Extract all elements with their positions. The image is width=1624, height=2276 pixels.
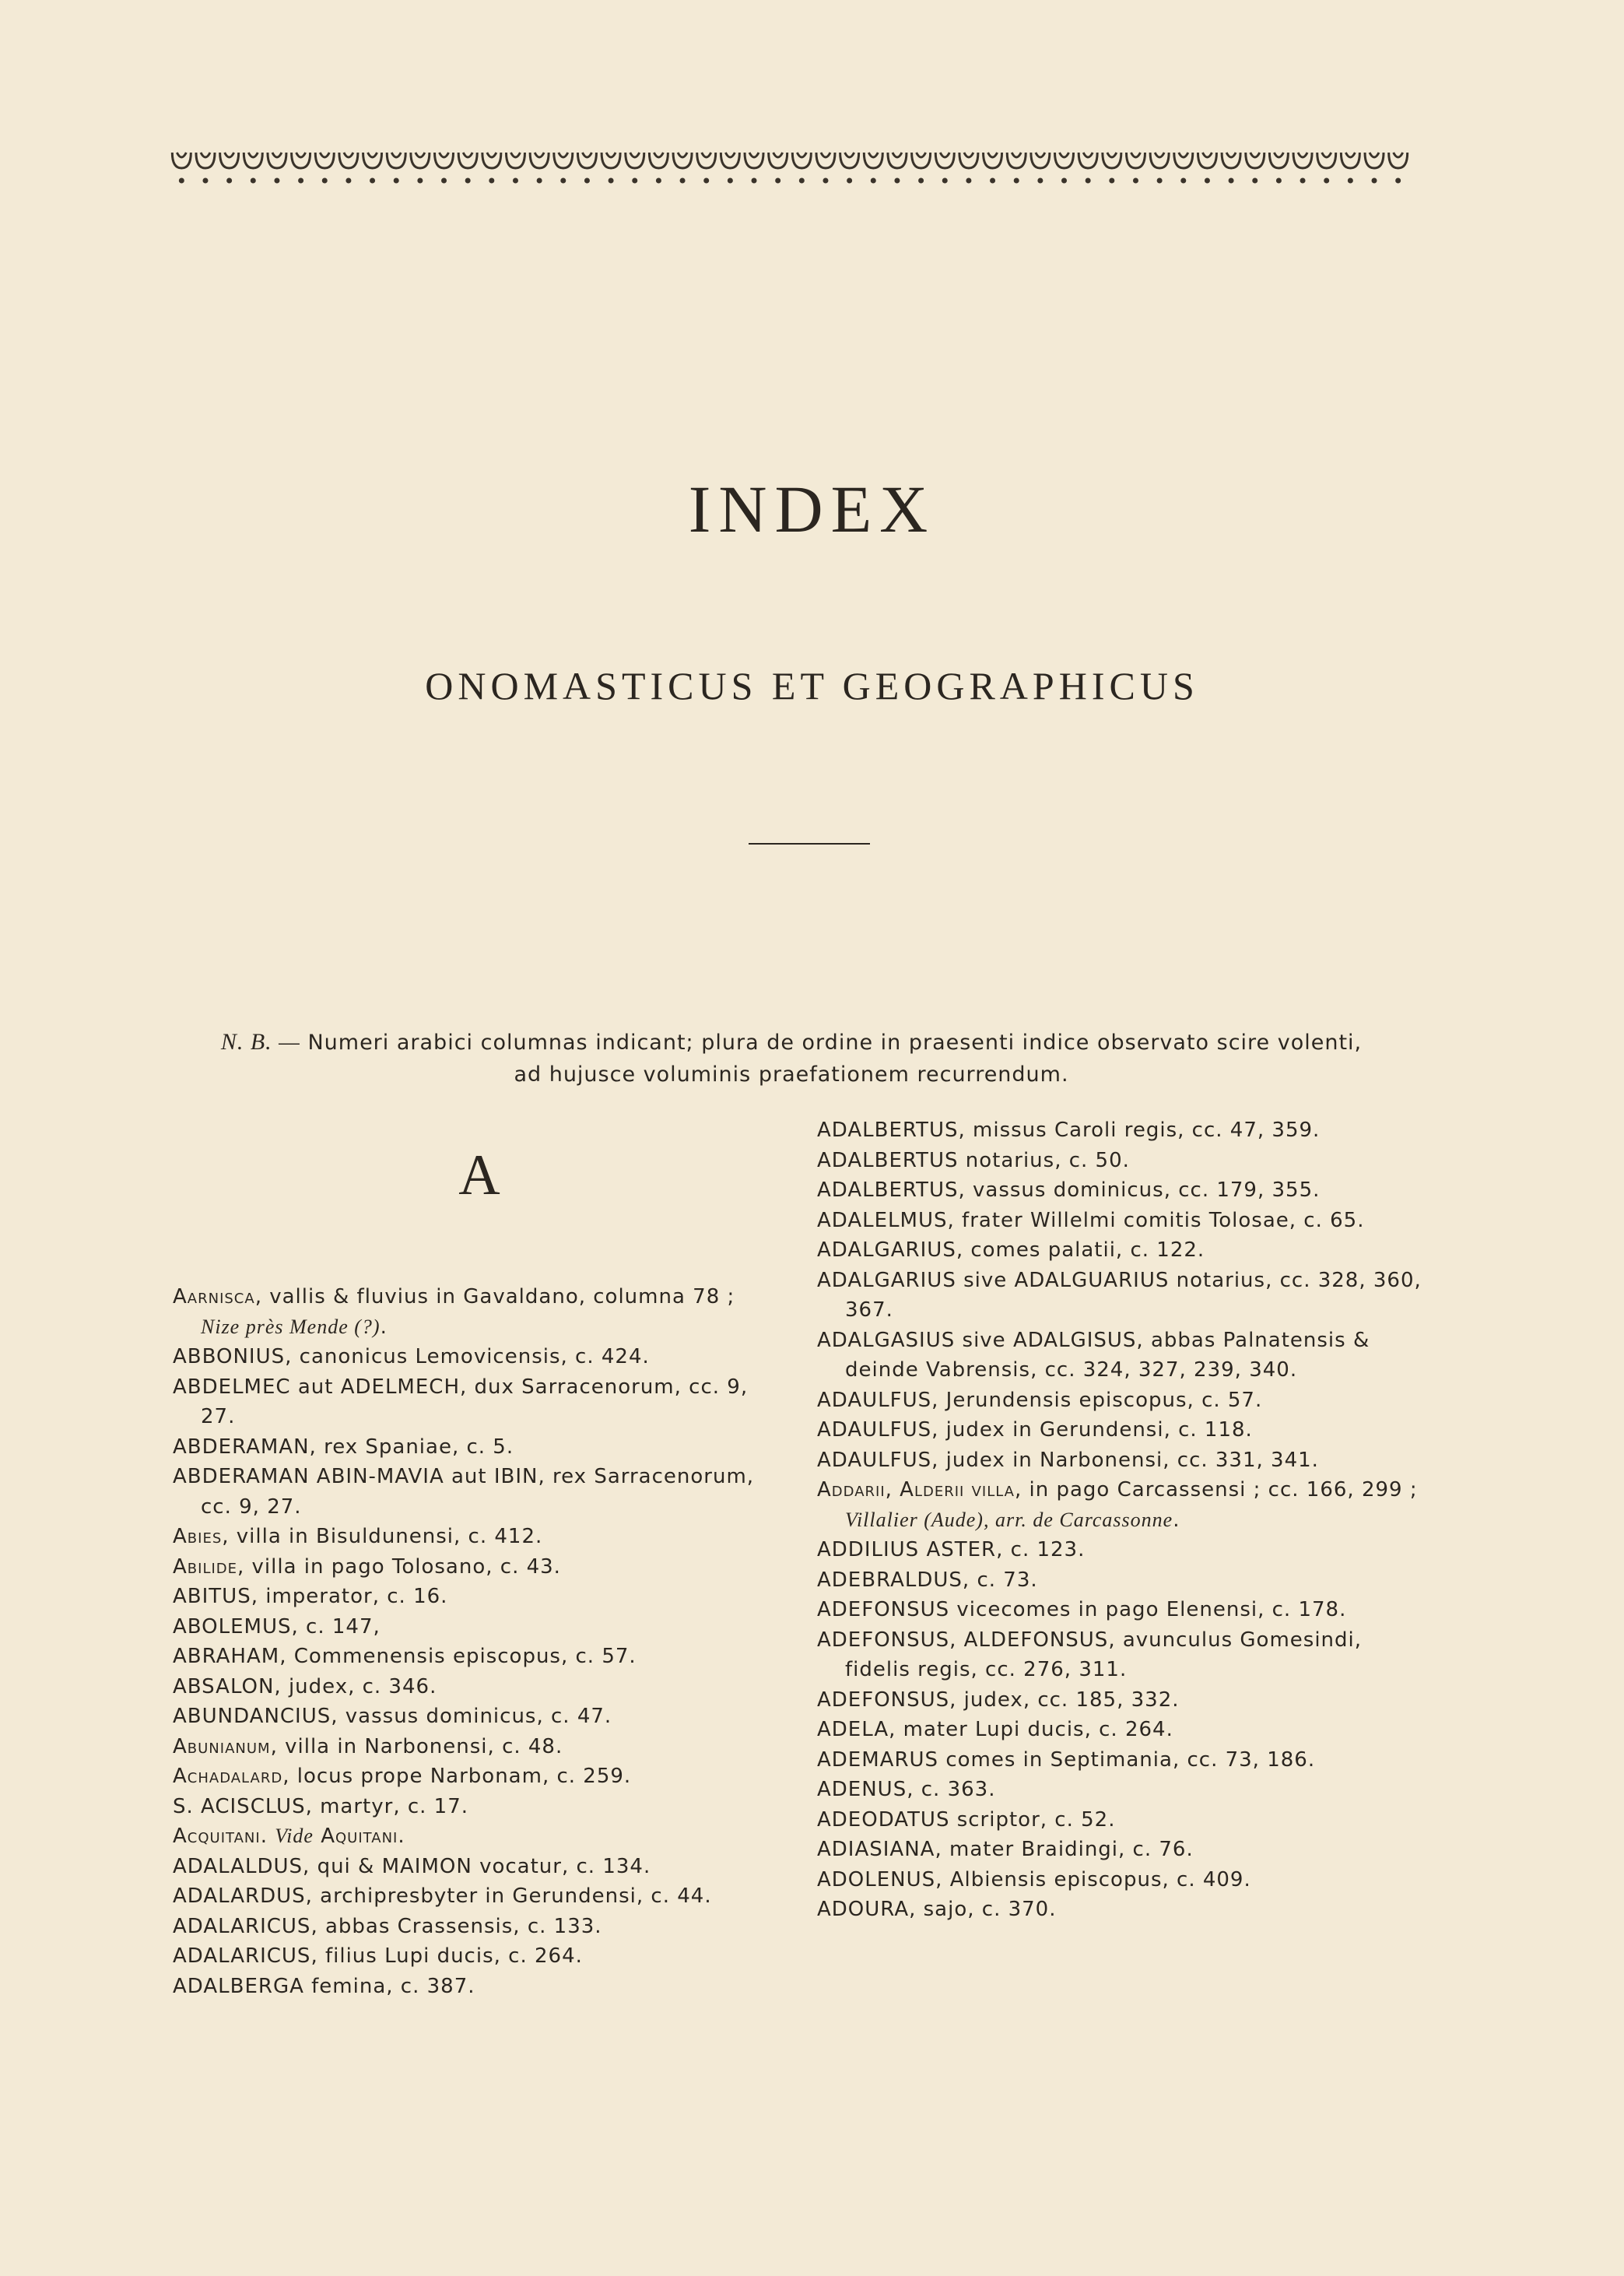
ornament-motif: [792, 153, 811, 168]
ornament-dot: [322, 178, 328, 184]
ornament-dot: [1252, 178, 1257, 184]
ornament-motif: [673, 153, 692, 168]
index-entry: [173, 1702, 780, 1732]
entry-text: , filius Lupi ducis, c. 264.: [310, 1944, 583, 1968]
ornament-dot: [632, 178, 637, 184]
note-text: Numeri arabici columnas indicant; plura de ordine in praesenti indice observato scire volenti, ad hujusce voluminis praefationem recurrendum.: [307, 1031, 1363, 1087]
ornament-dot: [1180, 178, 1186, 184]
ornament-dot: [1229, 178, 1234, 184]
index-entry: [817, 1175, 1424, 1206]
page-title: INDEX: [688, 472, 936, 546]
ornament-dot: [894, 178, 900, 184]
ornament-dot: [703, 178, 709, 184]
index-entry: [817, 1775, 1424, 1805]
ornament-dot: [202, 178, 208, 184]
ornament-motif: [912, 153, 931, 168]
entry-headword: ADEBRALDUS: [817, 1568, 963, 1592]
ornament-dot: [345, 178, 351, 184]
entry-headword: S. ACISCLUS: [173, 1794, 306, 1818]
ornament-dot: [680, 178, 686, 184]
entry-text: , villa in Bisuldunensi, c. 412.: [222, 1525, 543, 1548]
ornament-dot: [728, 178, 733, 184]
ornament-dot: [226, 178, 232, 184]
index-entry: [173, 1372, 780, 1432]
entry-italic: Villalier (Aude), arr. de Carcassonne: [845, 1508, 1173, 1531]
ornament-dot: [1086, 178, 1091, 184]
index-column-right: [817, 1115, 1424, 1925]
ornament-motif: [1222, 153, 1240, 168]
ornament-dot: [1395, 178, 1401, 184]
entry-headword: ADEFONSUS: [817, 1688, 950, 1712]
entry-suffix: .: [1173, 1508, 1180, 1532]
ornament-dot: [179, 178, 184, 184]
entry-text: comes in Septimania, cc. 73, 186.: [938, 1747, 1316, 1772]
entry-text: , c. 363.: [907, 1778, 996, 1801]
ornament-dot: [1037, 178, 1043, 184]
entry-text: , judex, c. 346.: [274, 1674, 437, 1698]
entry-text: , mater Braidingi, c. 76.: [935, 1838, 1194, 1861]
ornament-motif: [1389, 153, 1408, 168]
entry-text: , martyr, c. 17.: [305, 1794, 469, 1818]
ornament-dot: [1061, 178, 1067, 184]
index-entry: [173, 1432, 780, 1463]
index-entry: [173, 1912, 780, 1942]
index-entry: [817, 1595, 1424, 1625]
entry-headword: ADAULFUS: [817, 1448, 932, 1472]
ornament-motif: [721, 153, 739, 168]
entry-headword: ADEODATUS: [817, 1807, 950, 1832]
ornament-motif: [1031, 153, 1050, 168]
ornament-dot: [394, 178, 399, 184]
entry-text: , mater Lupi ducis, c. 264.: [889, 1718, 1173, 1741]
index-entry: [173, 1612, 780, 1642]
entry-text: aut ADELMECH, dux Sarracenorum, cc. 9, 27.: [201, 1375, 749, 1428]
entry-text: , Jerundensis episcopus, c. 57.: [931, 1388, 1263, 1412]
ornament-motif: [697, 153, 716, 168]
entry-text: , villa in Narbonensi, c. 48.: [270, 1734, 563, 1758]
entry-headword: ABDELMEC: [173, 1375, 291, 1399]
ornament-dot: [441, 178, 447, 184]
entry-text: sive ADALGISUS, abbas Palnatensis & deinde Vabrensis, cc. 324, 327, 239, 340.: [845, 1328, 1370, 1382]
index-column-left: [173, 1282, 780, 2001]
entry-headword: ABOLEMUS: [173, 1614, 292, 1639]
ornament-motif: [1269, 153, 1288, 168]
ornament-dot: [847, 178, 852, 184]
ornament-motif: [292, 153, 310, 168]
entry-headword: ABRAHAM: [173, 1645, 280, 1668]
ornament-dot: [1300, 178, 1306, 184]
entry-text: , sajo, c. 370.: [909, 1898, 1057, 1921]
note-label: N. B. —: [220, 1029, 300, 1055]
index-entry: [173, 1552, 780, 1582]
entry-text: ASTER, c. 123.: [919, 1538, 1086, 1561]
entry-headword: Abies: [173, 1525, 223, 1548]
index-entry: [173, 1282, 780, 1342]
ornament-motif: [268, 153, 286, 168]
index-entry: [173, 1642, 780, 1672]
index-entry: [173, 1821, 780, 1852]
entry-text: vicecomes in pago Elenensi, c. 178.: [949, 1598, 1347, 1621]
ornament-dot: [871, 178, 876, 184]
ornament-dot: [1276, 178, 1282, 184]
ornament-dot: [1014, 178, 1019, 184]
entry-headword: ABSALON: [173, 1674, 275, 1698]
ornament-motif: [1079, 153, 1097, 168]
entry-headword: ADENUS: [817, 1778, 907, 1801]
ornament-motif: [1341, 153, 1359, 168]
entry-headword: ABBONIUS: [173, 1345, 286, 1368]
ornament-dot: [537, 178, 542, 184]
entry-headword: ADALELMUS: [817, 1208, 948, 1232]
index-entry: [817, 1685, 1424, 1716]
entry-headword: ADALGARIUS: [817, 1268, 956, 1292]
ornament-dot: [799, 178, 805, 184]
index-entry: [173, 1761, 780, 1792]
entry-headword: ADALARICUS: [173, 1944, 311, 1968]
ornament-motif: [554, 153, 573, 168]
entry-text: , vassus dominicus, cc. 179, 355.: [958, 1178, 1321, 1202]
entry-headword: ABDERAMAN: [173, 1435, 310, 1459]
entry-text: scriptor, c. 52.: [949, 1807, 1116, 1832]
entry-text: , vassus dominicus, c. 47.: [331, 1705, 612, 1728]
ornament-motif: [1174, 153, 1193, 168]
entry-text: , imperator, c. 16.: [251, 1585, 448, 1608]
entry-text: , c. 73.: [962, 1568, 1038, 1592]
entry-text: , judex, cc. 185, 332.: [949, 1688, 1180, 1712]
ornament-motif: [172, 153, 191, 168]
index-entry: [173, 1522, 780, 1552]
entry-headword: ADELA: [817, 1718, 889, 1741]
ornament-motif: [339, 153, 358, 168]
ornament-motif: [935, 153, 954, 168]
ornament-motif: [745, 153, 763, 168]
ornament-motif: [864, 153, 882, 168]
index-entry: [173, 1582, 780, 1612]
ornament-motif: [435, 153, 454, 168]
entry-suffix: Aquitani.: [313, 1825, 405, 1848]
entry-text: , frater Willelmi comitis Tolosae, c. 65.: [947, 1208, 1365, 1232]
ornament-dot: [298, 178, 303, 184]
index-entry: [817, 1326, 1424, 1386]
ornament-dot: [942, 178, 948, 184]
entry-italic: Vide: [275, 1825, 314, 1847]
entry-headword: ADEMARUS: [817, 1747, 939, 1772]
ornament-dot: [918, 178, 924, 184]
ornament-motif: [1007, 153, 1026, 168]
index-entry: [817, 1415, 1424, 1445]
entry-suffix: .: [380, 1315, 388, 1339]
entry-text: , comes palatii, c. 122.: [956, 1238, 1205, 1262]
index-entry: [817, 1475, 1424, 1535]
entry-text: ABIN-MAVIA aut IBIN, rex Sarracenorum, cc. 9, 27.: [201, 1465, 755, 1519]
ornament-motif: [1293, 153, 1312, 168]
ornament-dot: [609, 178, 614, 184]
ornament-dot: [560, 178, 566, 184]
entry-headword: ADALBERTUS: [817, 1148, 959, 1172]
entry-headword: ADEFONSUS: [817, 1598, 950, 1621]
index-entry: [817, 1625, 1424, 1685]
entry-headword: ADOURA: [817, 1898, 910, 1921]
ornament-dot: [417, 178, 423, 184]
entry-text: notarius, c. 50.: [958, 1148, 1130, 1172]
index-entry: [817, 1565, 1424, 1596]
entry-headword: Addarii, Alderii villa: [817, 1478, 1015, 1502]
index-entry: [173, 1792, 780, 1822]
ornament-motif: [816, 153, 835, 168]
ornament-dot: [1372, 178, 1377, 184]
editorial-note: [212, 1026, 1371, 1091]
entry-text: , qui & MAIMON vocatur, c. 134.: [303, 1854, 651, 1878]
entry-text: , villa in pago Tolosano, c. 43.: [237, 1554, 561, 1579]
entry-headword: Achadalard: [173, 1765, 283, 1788]
ornament-motif: [1365, 153, 1384, 168]
entry-headword: ABUNDANCIUS: [173, 1705, 331, 1728]
entry-headword: Aarnisca: [173, 1285, 255, 1308]
index-entry: [173, 1941, 780, 1972]
entry-headword: ABITUS: [173, 1585, 251, 1608]
title-divider: [749, 843, 870, 845]
entry-italic: Nize près Mende (?): [201, 1315, 381, 1338]
entry-text: .: [260, 1825, 275, 1848]
ornament-dot: [251, 178, 256, 184]
index-entry: [817, 1805, 1424, 1835]
entry-headword: ADALBERTUS: [817, 1119, 959, 1142]
ornament-dot: [584, 178, 590, 184]
ornament-motif: [959, 153, 978, 168]
ornament-dot: [752, 178, 757, 184]
ornament-motif: [602, 153, 620, 168]
index-entry: [817, 1865, 1424, 1895]
entry-headword: ADAULFUS: [817, 1388, 932, 1412]
entry-headword: ADIASIANA: [817, 1838, 935, 1861]
ornament-motif: [888, 153, 907, 168]
entry-headword: ADALGASIUS: [817, 1328, 956, 1352]
entry-text: , Albiensis episcopus, c. 409.: [935, 1867, 1251, 1891]
entry-headword: ADEFONSUS: [817, 1628, 950, 1652]
index-entry: [817, 1386, 1424, 1416]
index-entry: [173, 1732, 780, 1762]
index-entry: [173, 1342, 780, 1372]
section-letter: A: [458, 1143, 500, 1207]
ornament-motif: [649, 153, 668, 168]
entry-text: sive ADALGUARIUS notarius, cc. 328, 360, 367.: [845, 1268, 1422, 1322]
ornament-motif: [1126, 153, 1145, 168]
entry-headword: ADALARDUS: [173, 1884, 306, 1908]
ornament-motif: [1317, 153, 1336, 168]
entry-text: , ALDEFONSUS, avunculus Gomesindi, fidelis regis, cc. 276, 311.: [845, 1628, 1363, 1681]
ornament-dot: [990, 178, 995, 184]
entry-text: , archipresbyter in Gerundensi, c. 44.: [305, 1884, 712, 1908]
ornament-dot: [1109, 178, 1114, 184]
ornament-motif: [1246, 153, 1264, 168]
entry-text: , in pago Carcassensi ; cc. 166, 299 ;: [1015, 1478, 1418, 1502]
ornament-motif: [577, 153, 596, 168]
ornament-border: [170, 145, 1410, 190]
ornament-motif: [769, 153, 787, 168]
entry-headword: Acquitani: [173, 1825, 261, 1848]
index-entry: [817, 1445, 1424, 1476]
index-entry: [173, 1462, 780, 1522]
ornament-dot: [513, 178, 518, 184]
index-entry: [817, 1266, 1424, 1326]
ornament-dot: [274, 178, 279, 184]
index-entry: [173, 1672, 780, 1702]
ornament-dot: [966, 178, 971, 184]
entry-headword: ADOLENUS: [817, 1867, 936, 1891]
ornament-dot: [1348, 178, 1353, 184]
ornament-dot: [489, 178, 494, 184]
ornament-dot: [370, 178, 375, 184]
entry-text: , locus prope Narbonam, c. 259.: [282, 1765, 632, 1788]
entry-text: , Commenensis episcopus, c. 57.: [279, 1645, 637, 1668]
ornament-motif: [1198, 153, 1216, 168]
entry-text: , c. 147,: [291, 1614, 381, 1639]
ornament-dot: [1324, 178, 1329, 184]
ornament-dot: [1157, 178, 1163, 184]
entry-text: , missus Caroli regis, cc. 47, 359.: [958, 1119, 1321, 1142]
entry-headword: ADALBERGA: [173, 1974, 304, 1998]
entry-headword: Abilide: [173, 1554, 238, 1579]
page-subtitle: ONOMASTICUS ET GEOGRAPHICUS: [425, 664, 1199, 708]
ornament-motif: [984, 153, 1002, 168]
ornament-motif: [626, 153, 644, 168]
ornament-motif: [458, 153, 477, 168]
index-entry: [817, 1715, 1424, 1745]
entry-headword: ADALARICUS: [173, 1914, 311, 1938]
ornament-dot: [775, 178, 780, 184]
ornament-motif: [196, 153, 215, 168]
entry-text: , canonicus Lemovicensis, c. 424.: [285, 1345, 650, 1368]
entry-headword: ADALALDUS: [173, 1854, 303, 1878]
ornament-dot: [656, 178, 661, 184]
entry-headword: ADALBERTUS: [817, 1178, 959, 1202]
index-entry: [817, 1745, 1424, 1775]
index-entry: [817, 1115, 1424, 1146]
entry-headword: ADAULFUS: [817, 1418, 932, 1442]
ornament-motif: [506, 153, 524, 168]
index-entry: [817, 1206, 1424, 1236]
entry-text: , judex in Gerundensi, c. 118.: [931, 1418, 1253, 1442]
ornament-motif: [363, 153, 382, 168]
index-entry: [817, 1146, 1424, 1176]
index-entry: [817, 1535, 1424, 1565]
entry-text: , judex in Narbonensi, cc. 331, 341.: [931, 1448, 1319, 1472]
index-entry: [173, 1972, 780, 2002]
ornament-motif: [244, 153, 262, 168]
ornament-motif: [482, 153, 501, 168]
index-entry: [817, 1835, 1424, 1865]
index-entry: [173, 1852, 780, 1882]
ornament-motif: [220, 153, 239, 168]
ornament-motif: [315, 153, 334, 168]
ornament-motif: [411, 153, 430, 168]
ornament-dot: [1205, 178, 1210, 184]
ornament-motif: [387, 153, 405, 168]
ornament-motif: [1055, 153, 1074, 168]
entry-headword: ABDERAMAN: [173, 1465, 310, 1488]
ornament-motif: [840, 153, 859, 168]
ornament-motif: [530, 153, 549, 168]
ornament-dot: [1133, 178, 1138, 184]
entry-text: , vallis & fluvius in Gavaldano, columna 78 ;: [254, 1285, 735, 1308]
index-entry: [817, 1895, 1424, 1925]
entry-text: , rex Spaniae, c. 5.: [309, 1435, 514, 1459]
entry-headword: Abunianum: [173, 1734, 271, 1758]
entry-headword: ADDILIUS: [817, 1538, 920, 1561]
entry-headword: ADALGARIUS: [817, 1238, 956, 1262]
entry-text: femina, c. 387.: [303, 1974, 475, 1998]
ornament-motif: [1150, 153, 1169, 168]
index-entry: [173, 1881, 780, 1912]
ornament-motif: [1103, 153, 1121, 168]
entry-text: , abbas Crassensis, c. 133.: [310, 1914, 602, 1938]
ornament-dot: [823, 178, 828, 184]
ornament-dot: [465, 178, 471, 184]
index-entry: [817, 1235, 1424, 1266]
